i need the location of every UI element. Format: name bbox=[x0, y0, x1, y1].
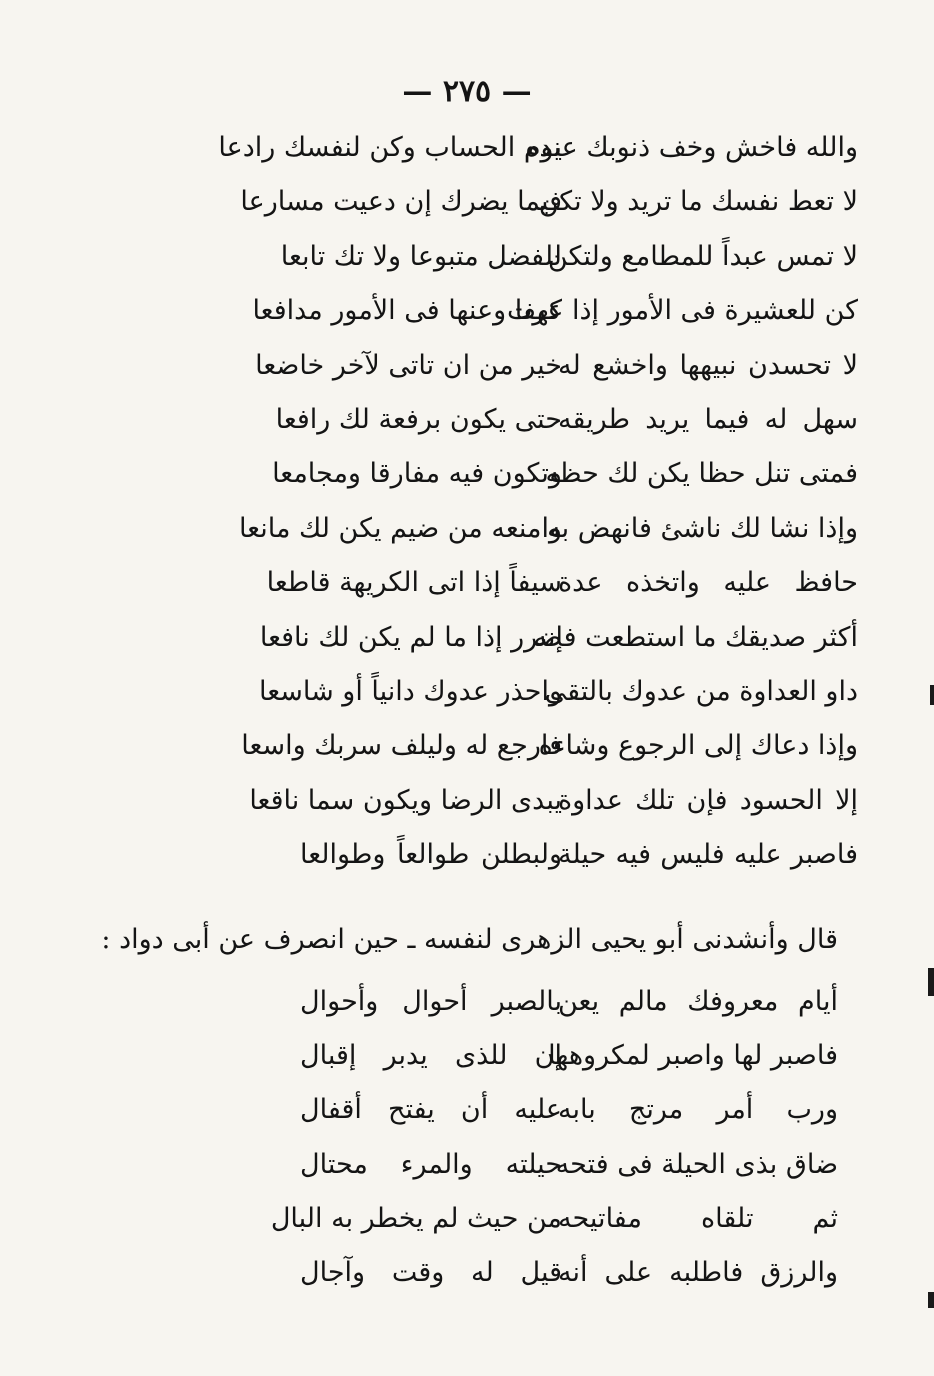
verse-second-hemistich: إن للذى يدبر إقبال bbox=[300, 1040, 562, 1072]
verse-line bbox=[0, 978, 934, 1032]
verse-line bbox=[0, 1086, 934, 1140]
verse-first-hemistich: أكثر صديقك ما استطعت فإنه bbox=[533, 621, 858, 653]
verse-second-hemistich: يبدى الرضا ويكون سما ناقعا bbox=[249, 784, 562, 816]
verse-line bbox=[0, 396, 934, 450]
page-edge-mark bbox=[928, 968, 934, 996]
verse-first-hemistich: أيام معروفك مالم يعن bbox=[558, 986, 838, 1017]
verse-first-hemistich: فمتى تنل حظا يكن لك حظه bbox=[545, 458, 858, 490]
verse-line bbox=[0, 450, 934, 504]
prose-introduction: قال وأنشدنى أبو يحيى الزهرى لنفسه ـ حين انصرف عن أبى دواد : bbox=[101, 924, 838, 955]
verse-first-hemistich: داو العداوة من عدوك بالتقى bbox=[544, 675, 858, 707]
page-number: — ٢٧٥ — bbox=[402, 74, 532, 109]
verse-first-hemistich: وإذا نشا لك ناشئ فانهض به bbox=[547, 512, 858, 544]
verse-line bbox=[0, 178, 934, 232]
verse-line bbox=[0, 668, 934, 722]
verse-second-hemistich: خير من ان تاتى لآخر خاضعا bbox=[255, 349, 562, 381]
verse-line bbox=[0, 233, 934, 287]
verse-second-hemistich: فيما يضرك إن دعيت مسارعا bbox=[240, 186, 562, 218]
verse-line bbox=[0, 1141, 934, 1195]
verse-first-hemistich: وإذا دعاك إلى الرجوع وشاءه bbox=[538, 730, 858, 762]
verse-first-hemistich: ثم تلقاه مفاتيحه bbox=[558, 1202, 838, 1234]
verse-second-hemistich: قيل له وقت وآجال bbox=[300, 1256, 562, 1288]
verse-second-hemistich: ضرر إذا ما لم يكن لك نافعا bbox=[259, 621, 562, 653]
verse-first-hemistich: إلا الحسود فإن تلك عداوة bbox=[558, 784, 858, 816]
verse-line bbox=[0, 559, 934, 613]
verse-first-hemistich: لا تعط نفسك ما تريد ولا تكن bbox=[538, 186, 858, 218]
verse-line bbox=[0, 1032, 934, 1086]
verse-second-hemistich: فارجع له وليلف سربك واسعا bbox=[241, 730, 562, 762]
verse-line bbox=[0, 287, 934, 341]
verse-second-hemistich: ولبطلن طوالعاً وطوالعا bbox=[300, 839, 562, 871]
verse-second-hemistich: وتكون فيه مفارقا ومجامعا bbox=[272, 458, 562, 490]
verse-line bbox=[0, 124, 934, 178]
verse-line bbox=[0, 722, 934, 776]
verse-second-hemistich: عليه أن يفتح أقفال bbox=[300, 1094, 562, 1126]
verse-first-hemistich: كن للعشيرة فى الأمور إذا عرت bbox=[507, 295, 858, 327]
verse-second-hemistich: سيفاً إذا اتى الكريهة قاطعا bbox=[266, 567, 562, 599]
verse-second-hemistich: للفضل متبوعا ولا تك تابعا bbox=[280, 240, 562, 272]
verse-line bbox=[0, 1195, 934, 1249]
verse-second-hemistich: من حيث لم يخطر به البال bbox=[270, 1202, 562, 1234]
poem-second bbox=[0, 978, 934, 1303]
verse-first-hemistich: ورب أمر مرتج بابه bbox=[558, 1094, 838, 1126]
verse-second-hemistich: حتى يكون برفعة لك رافعا bbox=[275, 403, 562, 435]
verse-first-hemistich: فاصبر لها واصبر لمكروهها bbox=[548, 1040, 838, 1072]
verse-first-hemistich: لا تمس عبداً للمطامع ولتكن bbox=[547, 240, 858, 272]
verse-first-hemistich: لا تحسدن نبيهها واخشع له bbox=[558, 349, 858, 381]
verse-first-hemistich: ضاق بذى الحيلة فى فتحه bbox=[555, 1148, 838, 1180]
verse-first-hemistich: والله فاخش وخف ذنوبك عنده bbox=[525, 132, 858, 163]
verse-first-hemistich: فاصبر عليه فليس فيه حيلة bbox=[558, 839, 858, 871]
verse-first-hemistich: سهل له فيما يريد طريقه bbox=[558, 403, 858, 435]
verse-line bbox=[0, 1249, 934, 1303]
verse-second-hemistich: حيلته والمرء محتال bbox=[300, 1148, 562, 1180]
verse-first-hemistich: حافظ عليه واتخذه عدة bbox=[558, 567, 858, 599]
verse-second-hemistich: واحذر عدوك دانياً أو شاسعا bbox=[258, 675, 562, 707]
verse-first-hemistich: والرزق فاطلبه على أنه bbox=[558, 1256, 838, 1288]
verse-second-hemistich: وامنعه من ضيم يكن لك مانعا bbox=[238, 512, 562, 544]
verse-line bbox=[0, 505, 934, 559]
verse-second-hemistich: يوم الحساب وكن لنفسك رادعا bbox=[218, 132, 562, 163]
verse-line bbox=[0, 342, 934, 396]
verse-line bbox=[0, 614, 934, 668]
verse-second-hemistich: بالصبر أحوال وأحوال bbox=[300, 986, 562, 1017]
page-edge-mark bbox=[928, 1292, 934, 1308]
verse-second-hemistich: كهفا وعنها فى الأمور مدافعا bbox=[252, 295, 562, 327]
verse-line bbox=[0, 777, 934, 831]
poem-first bbox=[0, 124, 934, 885]
verse-line bbox=[0, 831, 934, 885]
page-edge-mark bbox=[930, 685, 934, 705]
